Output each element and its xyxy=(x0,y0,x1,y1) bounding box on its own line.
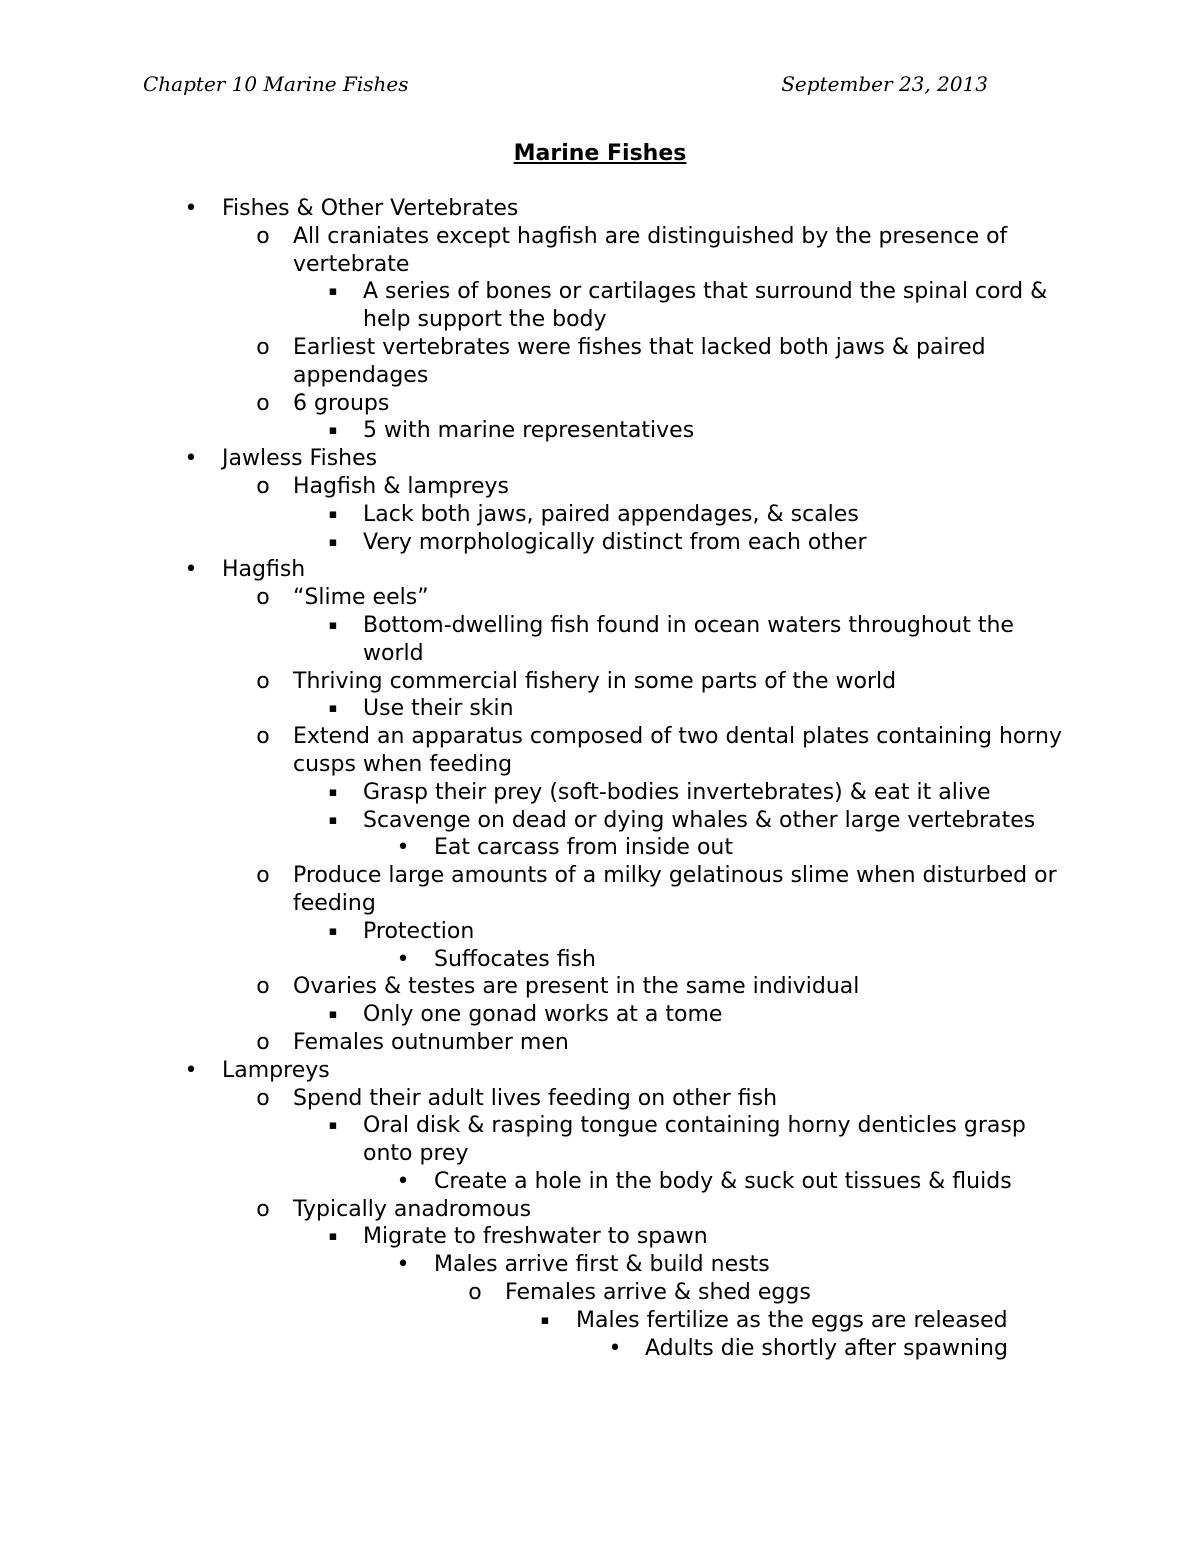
outline-item xyxy=(0,1307,1200,1335)
outline-item-text: Fishes & Other Vertebrates xyxy=(222,196,519,221)
outline-item xyxy=(0,1196,1200,1224)
bullet-marker-icon: o xyxy=(256,390,270,416)
outline-item-text: Create a hole in the body & suck out tissues & fluids xyxy=(434,1168,1012,1194)
bullet-marker-icon: • xyxy=(396,1168,410,1194)
outline-item xyxy=(0,807,1200,835)
page-title: Marine Fishes xyxy=(513,141,687,166)
bullet-marker-icon: ▪ xyxy=(328,1229,338,1245)
bullet-marker-icon: ▪ xyxy=(328,423,338,439)
bullet-marker-icon: ▪ xyxy=(328,701,338,717)
outline-item-text: Hagfish xyxy=(222,557,306,583)
outline-item-text: A series of bones or cartilages that surround the spinal cord & help support the body xyxy=(363,279,1048,333)
bullet-marker-icon: • xyxy=(396,1252,410,1278)
outline-item-text: Females arrive & shed eggs xyxy=(505,1280,811,1306)
bullet-marker-icon: • xyxy=(396,835,410,861)
bullet-marker-icon: • xyxy=(184,196,198,221)
bullet-marker-icon: o xyxy=(256,1029,270,1055)
outline-item xyxy=(0,1085,1200,1113)
bullet-marker-icon: o xyxy=(256,585,270,611)
outline-item-text: Thriving commercial fishery in some parts of the world xyxy=(293,668,897,694)
bullet-marker-icon: ▪ xyxy=(328,812,338,828)
bullet-marker-icon: • xyxy=(608,1335,622,1361)
bullet-marker-icon: o xyxy=(256,974,270,1000)
outline-item-text: Produce large amounts of a milky gelatinous slime when disturbed or feeding xyxy=(293,863,1057,916)
outline-item xyxy=(0,501,1200,529)
outline-item-text: Only one gonad works at a tome xyxy=(363,1002,723,1028)
bullet-marker-icon: • xyxy=(184,557,198,583)
outline-item-text: Lack both jaws, paired appendages, & scales xyxy=(363,501,859,527)
outline-item xyxy=(0,779,1200,807)
outline-item-text: Ovaries & testes are present in the same individual xyxy=(293,974,860,1000)
outline-item xyxy=(0,1223,1200,1251)
outline-item-text: Hagfish & lampreys xyxy=(293,473,509,499)
bullet-marker-icon: ▪ xyxy=(328,534,338,550)
outline-item-text: Extend an apparatus composed of two dental plates containing horny cusps when feeding xyxy=(293,724,1063,777)
outline-item-text: Earliest vertebrates were fishes that lacked both jaws & paired appendages xyxy=(293,334,986,388)
bullet-marker-icon: o xyxy=(256,334,270,360)
outline-item-text: Lampreys xyxy=(222,1057,330,1083)
bullet-marker-icon: o xyxy=(256,863,270,889)
outline-item xyxy=(0,918,1200,946)
bullet-marker-icon: o xyxy=(256,668,270,694)
bullet-marker-icon: o xyxy=(256,1085,270,1111)
outline-item xyxy=(0,862,1200,918)
outline-item xyxy=(0,1251,1200,1279)
outline-item xyxy=(0,1168,1200,1196)
outline-item-text: Use their skin xyxy=(363,696,514,722)
bullet-marker-icon: ▪ xyxy=(540,1312,550,1328)
outline-item xyxy=(0,445,1200,473)
outline-item xyxy=(0,1112,1200,1168)
outline-item-text: All craniates except hagfish are distinguished by the presence of vertebrate xyxy=(293,223,1008,277)
outline-item-text: Adults die shortly after spawning xyxy=(645,1335,1008,1361)
outline-item-text: Grasp their prey (soft-bodies invertebrates) & eat it alive xyxy=(363,779,991,805)
outline-item-text: 5 with marine representatives xyxy=(363,418,695,444)
bullet-marker-icon: ▪ xyxy=(328,1007,338,1023)
outline-item-text: Females outnumber men xyxy=(293,1029,569,1055)
outline-item xyxy=(0,278,1200,334)
outline-item-text: Bottom-dwelling fish found in ocean waters throughout the world xyxy=(363,612,1014,666)
outline-item xyxy=(0,695,1200,723)
outline-item-text: 6 groups xyxy=(293,390,390,416)
header-date: September 23, 2013 xyxy=(781,72,988,96)
bullet-marker-icon: o xyxy=(256,473,270,499)
outline-item-text: Very morphologically distinct from each other xyxy=(363,529,867,555)
bullet-marker-icon: ▪ xyxy=(328,284,338,300)
outline-item-text: Typically anadromous xyxy=(293,1196,532,1222)
bullet-marker-icon: ▪ xyxy=(328,923,338,939)
bullet-marker-icon: • xyxy=(184,1057,198,1083)
outline-item xyxy=(0,417,1200,445)
bullet-marker-icon: ▪ xyxy=(328,1118,338,1134)
outline-item-text: Males fertilize as the eggs are released xyxy=(576,1307,1008,1333)
outline-item-text: Jawless Fishes xyxy=(222,446,378,472)
outline-item xyxy=(0,556,1200,584)
outline-item-text: Spend their adult lives feeding on other fish xyxy=(293,1085,778,1111)
outline-item xyxy=(0,584,1200,612)
outline-item-text: “Slime eels” xyxy=(293,585,429,611)
bullet-marker-icon: ▪ xyxy=(328,506,338,522)
bullet-marker-icon: o xyxy=(468,1280,482,1306)
outline-item xyxy=(0,195,1200,223)
outline-item xyxy=(0,1057,1200,1085)
bullet-marker-icon: • xyxy=(396,946,410,972)
outline-item xyxy=(0,473,1200,501)
bullet-marker-icon: o xyxy=(256,724,270,750)
outline-item xyxy=(0,973,1200,1001)
bullet-marker-icon: o xyxy=(256,1196,270,1222)
outline-item xyxy=(0,723,1200,779)
outline-item xyxy=(0,1335,1200,1363)
bullet-marker-icon: o xyxy=(256,223,270,249)
outline-item xyxy=(0,946,1200,974)
outline-item-text: Eat carcass from inside out xyxy=(434,835,733,861)
outline-item-text: Suffocates fish xyxy=(434,946,596,972)
outline-item xyxy=(0,834,1200,862)
outline-item xyxy=(0,334,1200,390)
outline-item xyxy=(0,1029,1200,1057)
outline-item xyxy=(0,529,1200,557)
bullet-marker-icon: ▪ xyxy=(328,617,338,633)
outline-item-text: Oral disk & rasping tongue containing horny denticles grasp onto prey xyxy=(363,1113,1026,1167)
outline-item xyxy=(0,612,1200,668)
header-chapter-title: Chapter 10 Marine Fishes xyxy=(143,72,409,96)
outline-item xyxy=(0,390,1200,418)
bullet-marker-icon: ▪ xyxy=(328,784,338,800)
outline-item xyxy=(0,1279,1200,1307)
outline-item-text: Protection xyxy=(363,918,475,944)
bullet-outline xyxy=(0,195,1200,1362)
outline-item-text: Migrate to freshwater to spawn xyxy=(363,1224,708,1250)
outline-item xyxy=(0,668,1200,696)
outline-item-text: Males arrive first & build nests xyxy=(434,1252,770,1278)
outline-item-text: Scavenge on dead or dying whales & other large vertebrates xyxy=(363,807,1036,833)
outline-item xyxy=(0,223,1200,279)
bullet-marker-icon: • xyxy=(184,446,198,472)
outline-item xyxy=(0,1001,1200,1029)
